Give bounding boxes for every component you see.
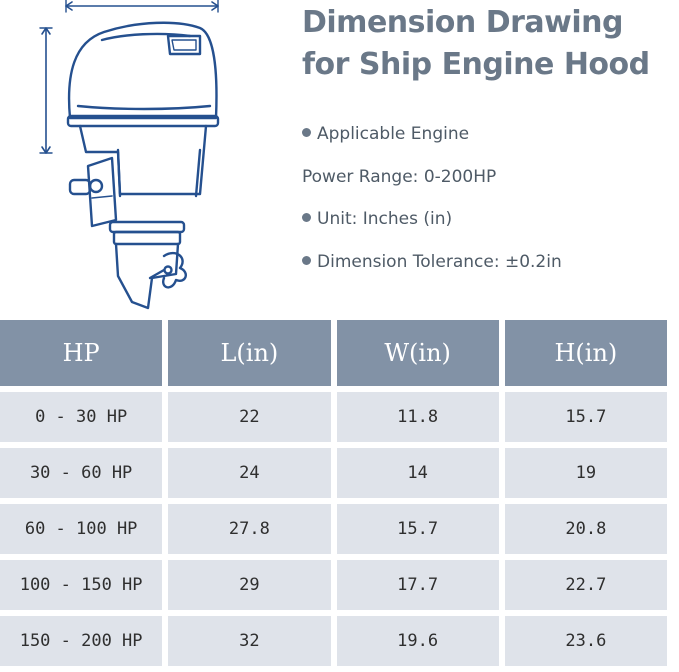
- header-height: H(in): [505, 320, 667, 386]
- page-title: [302, 2, 672, 86]
- spec-power-range: [302, 167, 496, 187]
- cell-width: 15.7: [337, 504, 499, 554]
- header-hp: HP: [0, 320, 162, 386]
- spec-label: Unit: Inches (in): [317, 209, 453, 229]
- cell-height: 19: [505, 448, 667, 498]
- cell-hp: 30 - 60 HP: [0, 448, 162, 498]
- height-dimension-arrow: [40, 28, 52, 153]
- cell-length: 24: [168, 448, 330, 498]
- cell-width: 19.6: [337, 616, 499, 666]
- table-row: [0, 616, 667, 666]
- spec-label: Applicable Engine: [317, 124, 470, 144]
- title-line-2: for Ship Engine Hood: [302, 47, 650, 82]
- cell-length: 29: [168, 560, 330, 610]
- header-width: W(in): [337, 320, 499, 386]
- clamp-bracket: [70, 158, 116, 226]
- bullet-icon: [302, 213, 311, 222]
- cell-height: 22.7: [505, 560, 667, 610]
- cell-length: 27.8: [168, 504, 330, 554]
- spec-tolerance: [302, 252, 562, 272]
- bullet-icon: [302, 256, 311, 265]
- cell-width: 11.8: [337, 392, 499, 442]
- spec-applicable-engine: [302, 124, 469, 144]
- table-header-row: [0, 320, 667, 386]
- cell-height: 15.7: [505, 392, 667, 442]
- cell-hp: 150 - 200 HP: [0, 616, 162, 666]
- cell-width: 14: [337, 448, 499, 498]
- table-row: [0, 560, 667, 610]
- outboard-engine-drawing: [0, 0, 290, 318]
- engine-hood: [68, 23, 218, 126]
- header-length: L(in): [168, 320, 330, 386]
- table-row: [0, 448, 667, 498]
- bullet-icon: [302, 128, 311, 137]
- cell-hp: 0 - 30 HP: [0, 392, 162, 442]
- cell-width: 17.7: [337, 560, 499, 610]
- width-dimension-arrow: [66, 0, 218, 12]
- spec-label: Power Range: 0-200HP: [302, 167, 497, 187]
- cell-height: 23.6: [505, 616, 667, 666]
- cell-height: 20.8: [505, 504, 667, 554]
- cell-length: 32: [168, 616, 330, 666]
- table-row: [0, 504, 667, 554]
- cell-hp: 60 - 100 HP: [0, 504, 162, 554]
- dimension-table: [0, 314, 673, 672]
- cell-length: 22: [168, 392, 330, 442]
- spec-label: Dimension Tolerance: ±0.2in: [317, 252, 562, 272]
- table-row: [0, 392, 667, 442]
- cell-hp: 100 - 150 HP: [0, 560, 162, 610]
- lower-unit: [110, 222, 186, 308]
- title-line-1: Dimension Drawing: [302, 5, 623, 40]
- spec-unit: [302, 209, 452, 229]
- engine-midsection: [80, 126, 206, 196]
